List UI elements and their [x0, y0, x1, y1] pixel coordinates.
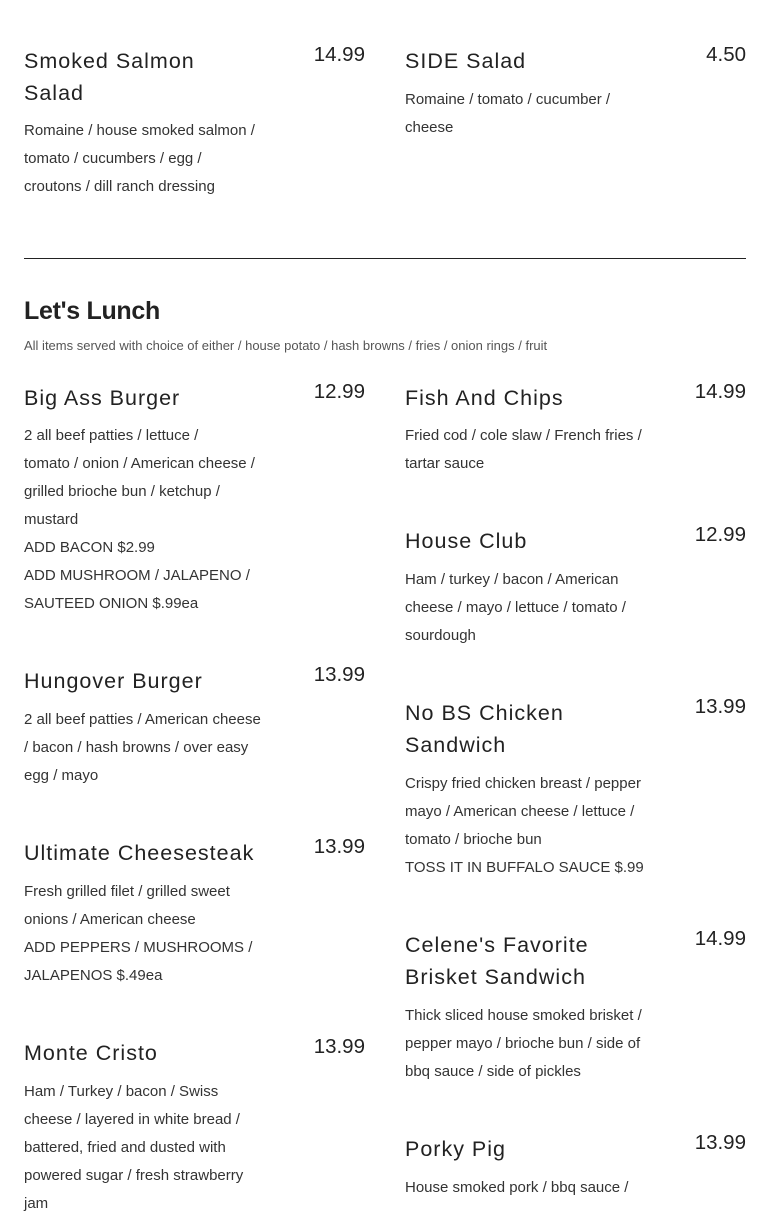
item-description [405, 422, 655, 478]
item-description-line: mustard [24, 511, 79, 528]
item-description-line: 2 all beef patties / American cheese [24, 711, 261, 728]
item-description-line: croutons / dill ranch dressing [24, 178, 215, 195]
section-divider [24, 258, 746, 259]
item-description-line: tartar sauce [405, 455, 485, 472]
item-description-line: battered, fried and dusted with [24, 1139, 226, 1156]
item-description-line: mayo / American cheese / lettuce / [405, 803, 635, 820]
item-name: Ultimate Cheesesteak [24, 841, 255, 865]
item-description-line: TOSS IT IN BUFFALO SAUCE $.99 [405, 859, 644, 876]
item-name: Celene's Favorite Brisket Sandwich [405, 933, 589, 989]
item-description-line: ADD MUSHROOM / JALAPENO / [24, 567, 250, 584]
item-description-line: powered sugar / fresh strawberry [24, 1167, 244, 1184]
item-description-line: cheese [405, 119, 454, 136]
item-description [24, 422, 274, 618]
item-description-line: JALAPENOS $.49ea [24, 967, 163, 984]
item-description [24, 706, 274, 790]
item-price: 14.99 [694, 927, 746, 950]
item-name: House Club [405, 529, 528, 553]
item-price: 4.50 [706, 43, 746, 66]
item-description-line: egg / mayo [24, 767, 99, 784]
item-description-line: House smoked pork / bbq sauce / [405, 1179, 629, 1196]
section-note: All items served with choice of either / house potato / hash browns / fries / onion rings / fruit [24, 338, 548, 353]
item-price: 13.99 [694, 1131, 746, 1154]
item-description-line: cheese / layered in white bread / [24, 1111, 240, 1128]
item-price: 13.99 [313, 663, 365, 686]
item-description [24, 878, 274, 990]
item-description-line: Fried cod / cole slaw / French fries / [405, 427, 642, 444]
item-price: 14.99 [694, 380, 746, 403]
item-description-line: tomato / brioche bun [405, 831, 542, 848]
item-description [405, 770, 655, 882]
item-description-line: bbq sauce / side of pickles [405, 1063, 581, 1080]
item-description-line: tomato / onion / American cheese / [24, 455, 255, 472]
item-description-line: SAUTEED ONION $.99ea [24, 595, 199, 612]
item-description [405, 1174, 655, 1202]
item-description-line: Romaine / house smoked salmon / [24, 122, 255, 139]
item-description-line: grilled brioche bun / ketchup / [24, 483, 220, 500]
item-description-line: cheese / mayo / lettuce / tomato / [405, 599, 626, 616]
item-price: 13.99 [694, 695, 746, 718]
item-description [405, 86, 655, 142]
item-description-line: tomato / cucumbers / egg / [24, 150, 202, 167]
item-description-line: jam [24, 1195, 49, 1212]
item-description-line: sourdough [405, 627, 476, 644]
section-title: Let's Lunch [24, 297, 160, 325]
item-name: Hungover Burger [24, 669, 203, 693]
item-description-line: ADD PEPPERS / MUSHROOMS / [24, 939, 253, 956]
item-description-line: Fresh grilled filet / grilled sweet [24, 883, 230, 900]
item-name: Smoked Salmon Salad [24, 49, 195, 105]
item-description-line: onions / American cheese [24, 911, 196, 928]
item-description [405, 566, 655, 650]
item-description-line: Ham / turkey / bacon / American [405, 571, 619, 588]
item-description-line: 2 all beef patties / lettuce / [24, 427, 199, 444]
item-name: No BS Chicken Sandwich [405, 701, 564, 757]
item-name: Fish And Chips [405, 386, 564, 410]
item-name: SIDE Salad [405, 49, 527, 73]
item-name: Monte Cristo [24, 1041, 158, 1065]
item-description [24, 117, 274, 201]
item-price: 13.99 [313, 835, 365, 858]
item-description-line: Thick sliced house smoked brisket / [405, 1007, 642, 1024]
item-price: 12.99 [313, 380, 365, 403]
item-name: Porky Pig [405, 1137, 507, 1161]
item-description-line: / bacon / hash browns / over easy [24, 739, 249, 756]
item-price: 12.99 [694, 523, 746, 546]
item-description [405, 1002, 655, 1086]
item-description-line: Ham / Turkey / bacon / Swiss [24, 1083, 219, 1100]
item-description-line: Crispy fried chicken breast / pepper [405, 775, 641, 792]
item-description-line: ADD BACON $2.99 [24, 539, 155, 556]
item-description-line: Romaine / tomato / cucumber / [405, 91, 611, 108]
item-name: Big Ass Burger [24, 386, 181, 410]
item-description [24, 1078, 274, 1218]
item-description-line: pepper mayo / brioche bun / side of [405, 1035, 641, 1052]
item-price: 13.99 [313, 1035, 365, 1058]
item-price: 14.99 [313, 43, 365, 66]
